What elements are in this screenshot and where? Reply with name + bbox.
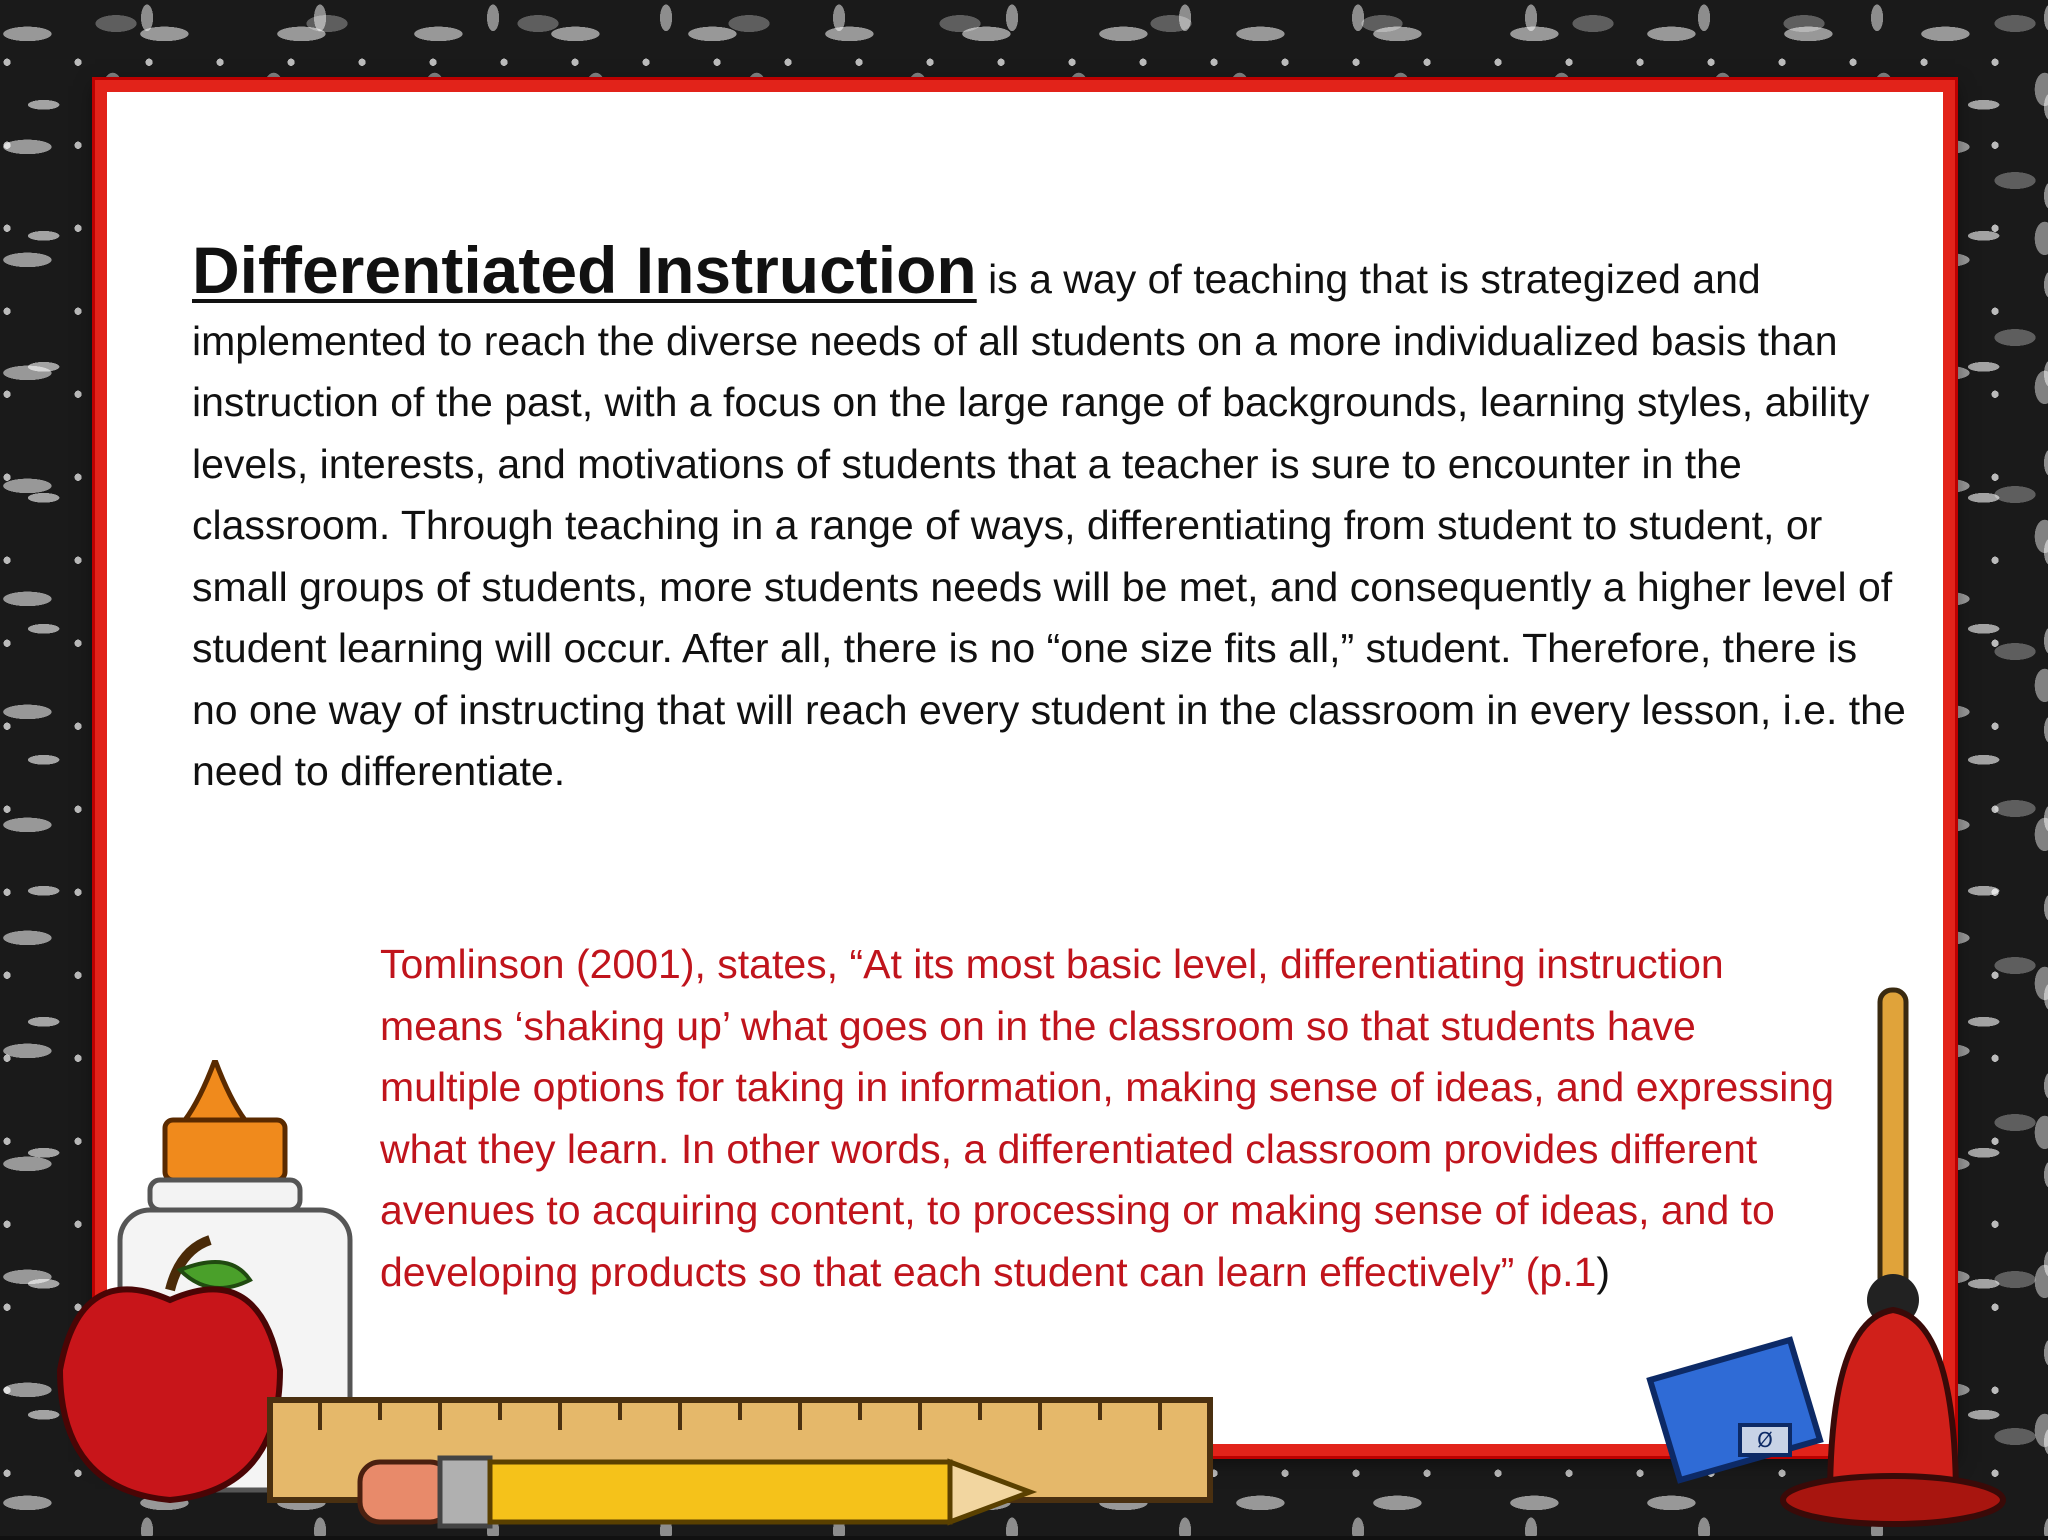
pencil-icon [340, 1440, 1040, 1536]
sharpener-mark: Ø [1757, 1428, 1773, 1452]
tomlinson-quote [380, 934, 1840, 1303]
quote-close-paren: ) [1596, 1248, 1610, 1295]
quote-text: Tomlinson (2001), states, “At its most basic level, differentiating instruction means ‘shaking up’ what goes on in the classroom so that students have multiple options for taking in information, making sense of ideas, and expressing what they learn. In other words, a differentiated classroom provides different avenues to acquiring content, to processing or making sense of ideas, and to developing products so that each student can learn effectively” (p.1 [380, 941, 1835, 1295]
definition-text: is a way of teaching that is strategized and implemented to reach the diverse needs of all students on a more individualized basis than instruction of the past, with a focus on the large range of backgrounds, learning styles, ability levels, interests, and motivations of students that a teacher is sure to encounter in the classroom. Through teaching in a range of ways, differentiating from student to student, or small groups of students, more students needs will be met, and consequently a higher level of student learning will occur. After all, there is no “one size fits all,” student. Therefore, there is no one way of instructing that will reach every student in the classroom in every lesson, i.e. the need to differentiate. [192, 256, 1906, 794]
sharpener-icon [1640, 1330, 1830, 1500]
term-heading: Differentiated Instruction [192, 233, 977, 307]
definition-paragraph [192, 233, 1912, 803]
